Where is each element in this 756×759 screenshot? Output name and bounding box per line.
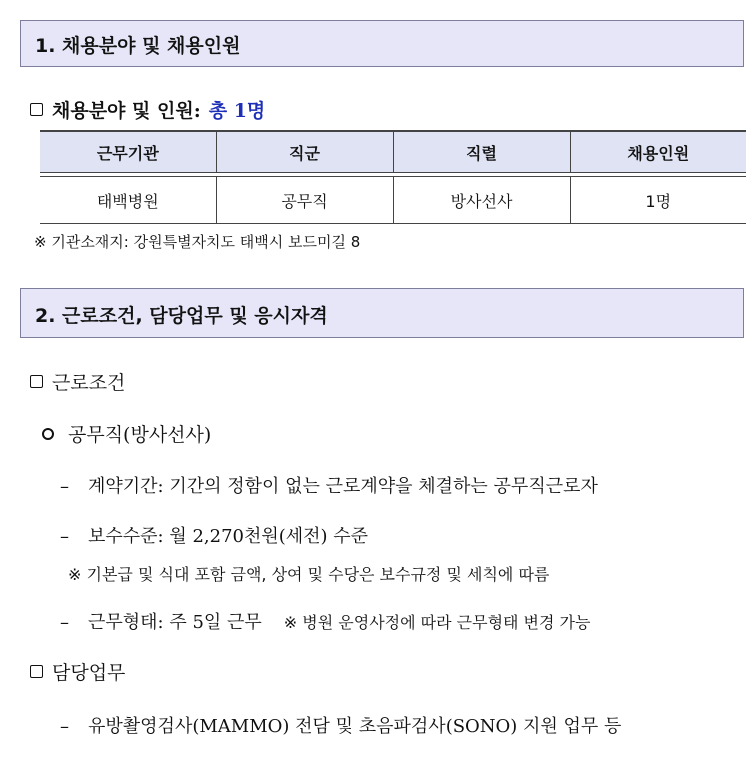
table-cell: 1명 (570, 177, 746, 224)
section-1-title: 1. 채용분야 및 채용인원 (35, 35, 241, 57)
conditions-heading-text: 근로조건 (52, 372, 126, 394)
dash-bullet: – (60, 476, 69, 497)
pay-note: ※ 기본급 및 식대 포함 금액, 상여 및 수당은 보수규정 및 세칙에 따름 (68, 565, 550, 584)
table-header-cell: 채용인원 (570, 131, 746, 173)
contract-line (60, 472, 598, 498)
job-title-text: 공무직(방사선사) (68, 424, 212, 446)
address-note: ※ 기관소재지: 강원특별자치도 태백시 보드미길 8 (34, 233, 361, 251)
section-1-header (20, 20, 744, 67)
job-title (42, 420, 211, 447)
work-form-line (60, 608, 590, 634)
pay-line (60, 522, 368, 548)
work-form-note: ※ 병원 운영사정에 따라 근무형태 변경 가능 (283, 613, 591, 632)
duties-heading-text: 담당업무 (52, 662, 126, 684)
pay-text: 보수수준: 월 2,270천원(세전) 수준 (88, 526, 369, 547)
recruitment-table (40, 130, 746, 224)
duties-text: 유방촬영검사(MAMMO) 전담 및 초음파검사(SONO) 지원 업무 등 (88, 716, 622, 737)
contract-text: 계약기간: 기간의 정함이 없는 근로계약을 체결하는 공무직근로자 (88, 476, 598, 497)
circle-bullet-icon (42, 428, 54, 440)
table-cell: 방사선사 (393, 177, 570, 224)
work-form-text: 근무형태: 주 5일 근무 (88, 612, 262, 633)
table-cell: 공무직 (216, 177, 393, 224)
summary-label: 채용분야 및 인원: (52, 100, 201, 122)
table-cell: 태백병원 (40, 177, 216, 224)
dash-bullet: – (60, 716, 69, 737)
recruit-summary (30, 96, 265, 123)
table-header-cell: 직렬 (393, 131, 570, 173)
table-header-cell: 직군 (216, 131, 393, 173)
conditions-heading (30, 368, 125, 395)
table-header-row (40, 131, 746, 173)
square-bullet-icon (30, 103, 43, 116)
table-header-cell: 근무기관 (40, 131, 216, 173)
duties-line (60, 712, 621, 738)
section-2-header (20, 288, 744, 338)
section-2-title: 2. 근로조건, 담당업무 및 응시자격 (35, 305, 328, 327)
dash-bullet: – (60, 612, 69, 633)
square-bullet-icon (30, 665, 43, 678)
duties-heading (30, 658, 125, 685)
square-bullet-icon (30, 375, 43, 388)
summary-value: 총 1명 (208, 100, 266, 122)
dash-bullet: – (60, 526, 69, 547)
table-row (40, 177, 746, 224)
